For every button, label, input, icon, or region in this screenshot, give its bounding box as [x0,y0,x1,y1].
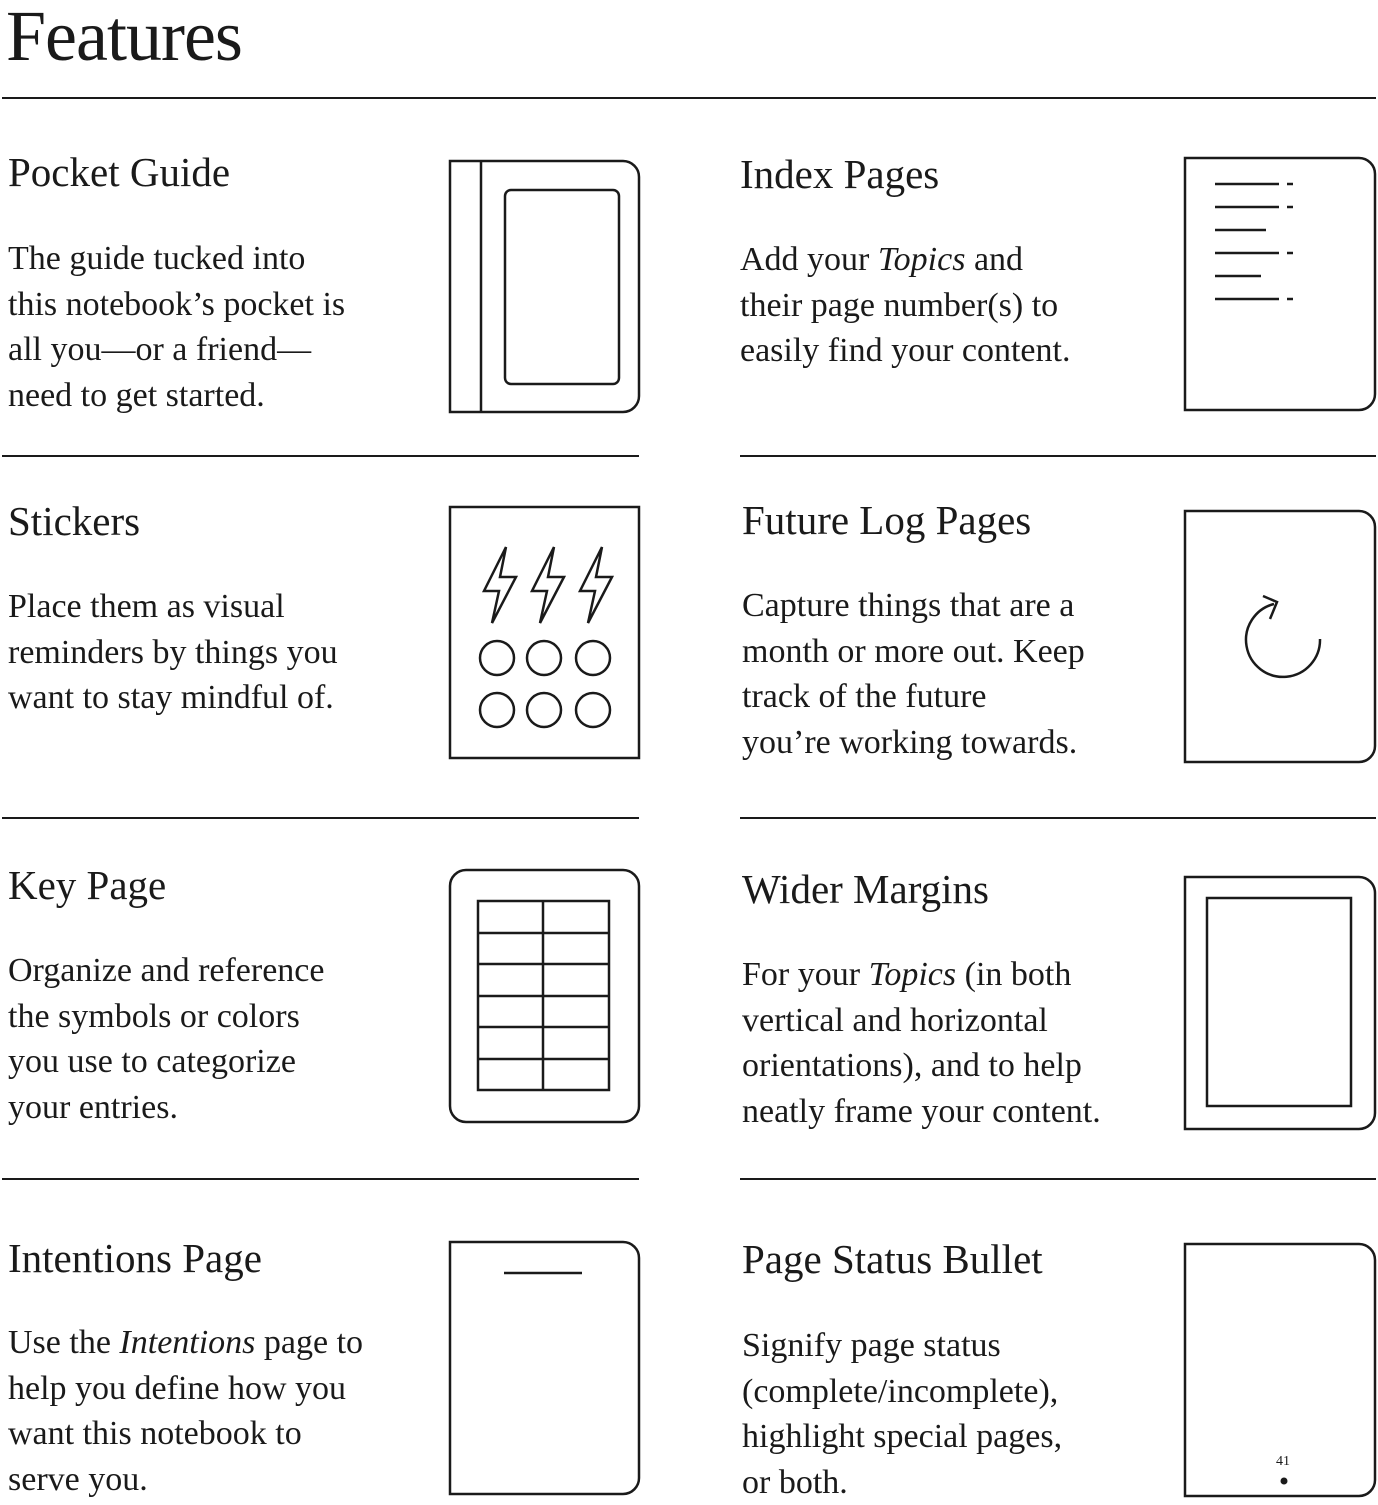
index-pages-icon [1183,156,1377,412]
feature-title: Wider Margins [742,866,989,912]
feature-title: Stickers [8,498,141,544]
feature-description: Organize and reference the symbols or colors you use to categorize your entries. [8,952,325,1126]
page-number: 41 [1276,1454,1290,1469]
section-divider [2,817,639,819]
feature-title: Key Page [8,862,167,908]
pocket-guide-icon [448,159,641,414]
feature-description: Place them as visual reminders by things you want to stay mindful of. [8,588,338,716]
feature-title: Future Log Pages [742,497,1032,543]
future-log-icon [1183,509,1377,764]
section-divider [2,455,639,457]
intentions-page-icon [448,1240,641,1496]
feature-title: Index Pages [740,151,940,197]
feature-title: Page Status Bullet [742,1236,1043,1282]
feature-description: Add your Topics and their page number(s) to easily find your content. [740,241,1071,369]
feature-description: Use the Intentions page to help you define how you want this notebook to serve you. [8,1324,364,1498]
feature-description: The guide tucked into this notebook’s pocket is all you—or a friend— need to get started. [8,240,346,414]
feature-title: Intentions Page [8,1235,262,1281]
feature-description: Signify page status (complete/incomplete), highlight special pages, or both. [742,1327,1063,1501]
section-divider [740,455,1376,457]
title-divider [2,97,1376,99]
feature-description: For your Topics (in both vertical and horizontal orientations), and to help neatly frame your content. [742,956,1101,1130]
key-page-icon [448,868,641,1124]
section-divider [2,1178,639,1180]
section-divider [740,817,1376,819]
stickers-icon [448,505,641,760]
page-title: Features [6,0,242,76]
feature-title: Pocket Guide [8,149,231,195]
wider-margins-icon [1183,875,1377,1131]
section-divider [740,1178,1376,1180]
feature-description: Capture things that are a month or more out. Keep track of the future you’re working towards. [742,587,1085,761]
